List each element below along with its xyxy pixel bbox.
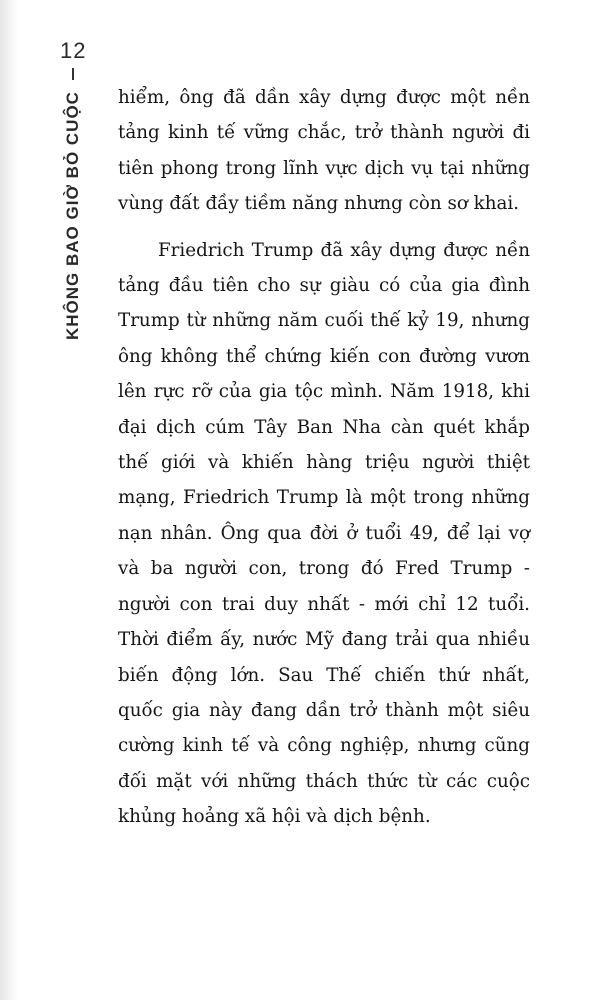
paragraph: Friedrich Trump đã xây dựng được nền tảng đầu tiên cho sự giàu có của gia đình Trump từ những năm cuối thế kỷ 19, nhưng ông không thể chứng kiến con đường vươn lên rực rỡ của gia tộc mình. Năm 1918, khi đại dịch cúm Tây Ban Nha càn quét khắp thế giới và khiến hàng triệu người thiệt mạng, Friedrich Trump là một trong những nạn nhân. Ông qua đời ở tuổi 49, để lại vợ và ba người con, trong đó Fred Trump - người con trai duy nhất - mới chỉ 12 tuổi. Thời điểm ấy, nước Mỹ đang trải qua nhiều biến động lớn. Sau Thế chiến thứ nhất, quốc gia này đang dần trở thành một siêu cường kinh tế và công nghiệp, nhưng cũng đối mặt với những thách thức từ các cuộc khủng hoảng xã hội và dịch bệnh. (118, 239, 530, 828)
running-head: KHÔNG BAO GIỜ BỎ CUỘC (63, 91, 82, 340)
body-text (118, 80, 530, 835)
page-edge-shadow (0, 0, 18, 1000)
paragraph-continuation: hiểm, ông đã dần xây dựng được một nền tảng kinh tế vững chắc, trở thành người đi tiên phong trong lĩnh vực dịch vụ tại những vùng đất đầy tiềm năng nhưng còn sơ khai. (118, 87, 530, 215)
page-number: 12 (60, 38, 87, 63)
